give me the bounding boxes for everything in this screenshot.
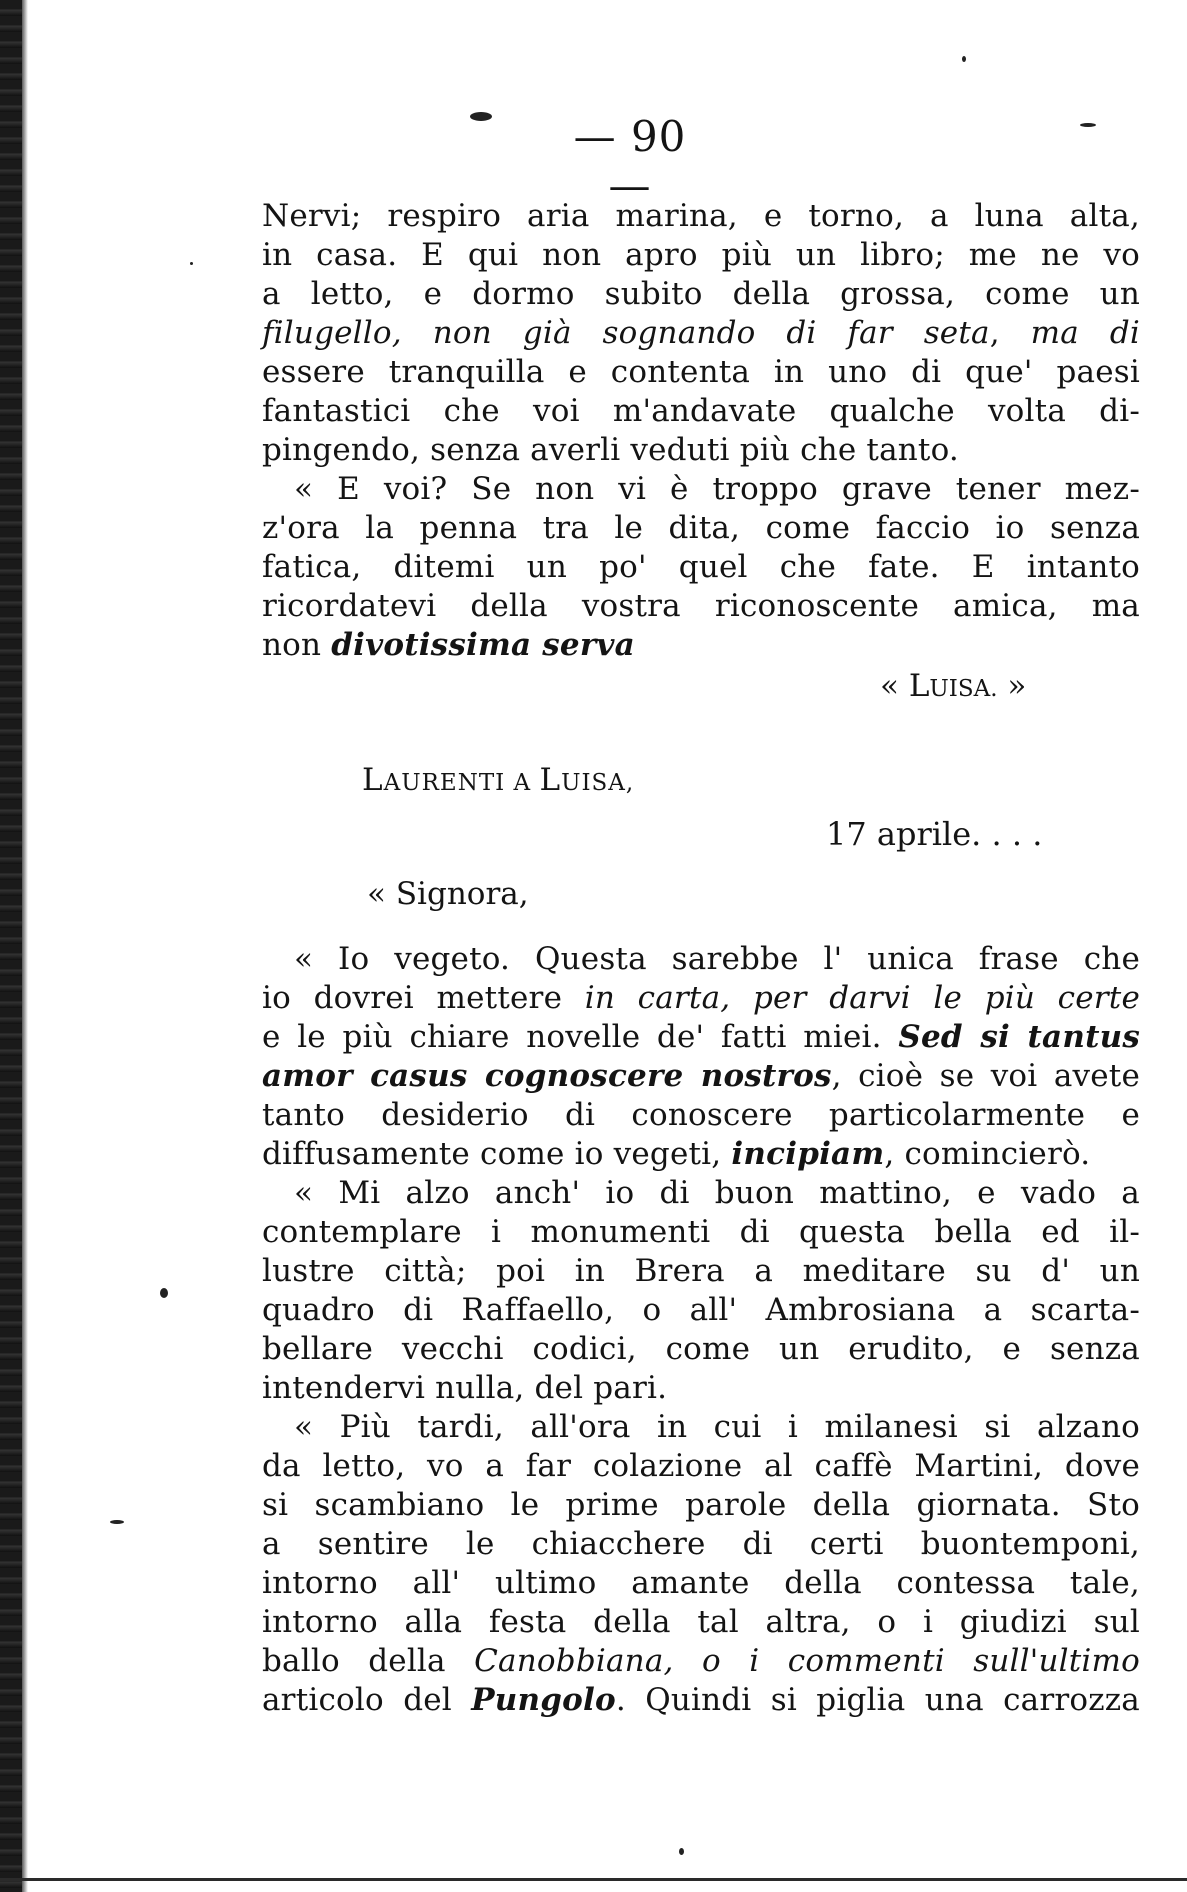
text-line: Nervi; respiro aria marina, e torno, a luna alta, <box>262 198 1140 234</box>
scan-speck <box>679 1848 684 1855</box>
text-line: a sentire le chiacchere di certi buontemponi, <box>262 1526 1140 1562</box>
binding-edge <box>0 0 22 1892</box>
text-line: intendervi nulla, del pari. <box>262 1370 668 1406</box>
text-line: pingendo, senza averli veduti più che tanto. <box>262 432 959 468</box>
text-fragment: e le più chiare novelle de' fatti miei. <box>262 1019 899 1055</box>
text-line: « Più tardi, all'ora in cui i milanesi si alzano <box>294 1409 1140 1445</box>
text-line: contemplare i monumenti di questa bella ed il- <box>262 1214 1140 1250</box>
scan-speck <box>470 112 492 121</box>
text-line: z'ora la penna tra le dita, come faccio io senza <box>262 510 1140 546</box>
text-line: fantastici che voi m'andavate qualche volta di- <box>262 393 1140 429</box>
latin-quote: amor casus cognoscere nostros <box>262 1058 832 1094</box>
text-fragment: ballo della <box>262 1643 475 1679</box>
text-line: « E voi? Se non vi è troppo grave tener mez- <box>294 471 1140 507</box>
text-fragment: , <box>989 315 1031 351</box>
text-line: intorno alla festa della tal altra, o i giudizi sul <box>262 1604 1140 1640</box>
italic-phrase: Canobbiana, o i commenti sull'ultimo <box>474 1643 1140 1679</box>
signature-smallcaps: UISA. <box>929 676 998 702</box>
text-line: tanto desiderio di conoscere particolarmente e <box>262 1097 1140 1133</box>
paragraph-1 <box>262 197 1140 470</box>
text-line: intorno all' ultimo amante della contessa tale, <box>262 1565 1140 1601</box>
text-line: bellare vecchi codici, come un erudito, e senza <box>262 1331 1140 1367</box>
quote-mark: » <box>997 668 1027 704</box>
newspaper-title: Pungolo <box>471 1682 616 1718</box>
text-line: quadro di Raffaello, o all' Ambrosiana a scarta- <box>262 1292 1140 1328</box>
text-line: « Io vegeto. Questa sarebbe l' unica frase che <box>294 941 1140 977</box>
paragraph-3 <box>262 940 1140 1174</box>
paragraph-2 <box>262 470 1140 665</box>
text-line <box>262 1057 1140 1096</box>
text-line <box>262 979 1140 1018</box>
italic-phrase: non già sognando di far seta <box>432 315 990 351</box>
text-line: lustre città; poi in Brera a meditare su d' un <box>262 1253 1140 1289</box>
letter-signature <box>880 668 1026 704</box>
text-line: a letto, e dormo subito della grossa, come un <box>262 276 1140 312</box>
letter-date: 17 aprile. . . . <box>826 815 1043 853</box>
text-line <box>262 1018 1140 1057</box>
italic-phrase: ma di <box>1030 315 1140 351</box>
text-fragment: , cioè se voi avete <box>831 1058 1140 1094</box>
scan-speck <box>962 56 966 62</box>
bottom-rule <box>0 1878 1187 1881</box>
scan-speck <box>160 1288 168 1298</box>
text-line <box>262 314 1140 353</box>
text-fragment: io dovrei mettere <box>262 980 585 1016</box>
signature-capital: L <box>908 668 930 704</box>
heading-smallcaps: AURENTI A <box>383 770 540 796</box>
heading-capital: L <box>362 762 384 798</box>
heading-capital: L <box>539 762 562 798</box>
quote-mark: « <box>880 668 909 704</box>
heading-smallcaps: UISA, <box>561 770 635 796</box>
text-fragment: , comincierò. <box>884 1136 1091 1172</box>
text-line: fatica, ditemi un po' quel che fate. E intanto <box>262 549 1140 585</box>
paragraph-4 <box>262 1174 1140 1408</box>
text-line: in casa. E qui non apro più un libro; me ne vo <box>262 237 1140 273</box>
italic-word: filugello, <box>262 315 433 351</box>
scan-speck <box>110 1520 124 1524</box>
text-line: essere tranquilla e contenta in uno di que' paesi <box>262 354 1140 390</box>
text-line: « Mi alzo anch' io di buon mattino, e vado a <box>294 1175 1140 1211</box>
italic-phrase: divotissima serva <box>331 627 635 663</box>
paragraph-5 <box>262 1408 1140 1720</box>
text-fragment: . Quindi si piglia una carrozza <box>615 1682 1140 1718</box>
latin-quote: Sed si tantus <box>898 1019 1140 1055</box>
page-number: — 90 — <box>573 112 687 210</box>
text-line <box>262 1681 1140 1720</box>
text-fragment: articolo del <box>262 1682 472 1718</box>
letter-heading <box>362 762 634 798</box>
text-line <box>262 1135 1140 1174</box>
latin-word: incipiam <box>731 1136 885 1172</box>
text-line: ricordatevi della vostra riconoscente amica, ma <box>262 588 1140 624</box>
text-fragment: non <box>262 627 332 663</box>
italic-phrase: in carta, per darvi le più certe <box>584 980 1140 1016</box>
letter-salutation: « Signora, <box>367 876 529 912</box>
text-line <box>262 626 1140 665</box>
text-line: si scambiano le prime parole della giornata. Sto <box>262 1487 1140 1523</box>
text-fragment: diffusamente come io vegeti, <box>262 1136 732 1172</box>
scan-speck <box>1080 123 1096 127</box>
text-line: da letto, vo a far colazione al caffè Martini, dove <box>262 1448 1140 1484</box>
text-line <box>262 1642 1140 1681</box>
scan-speck <box>190 262 193 265</box>
